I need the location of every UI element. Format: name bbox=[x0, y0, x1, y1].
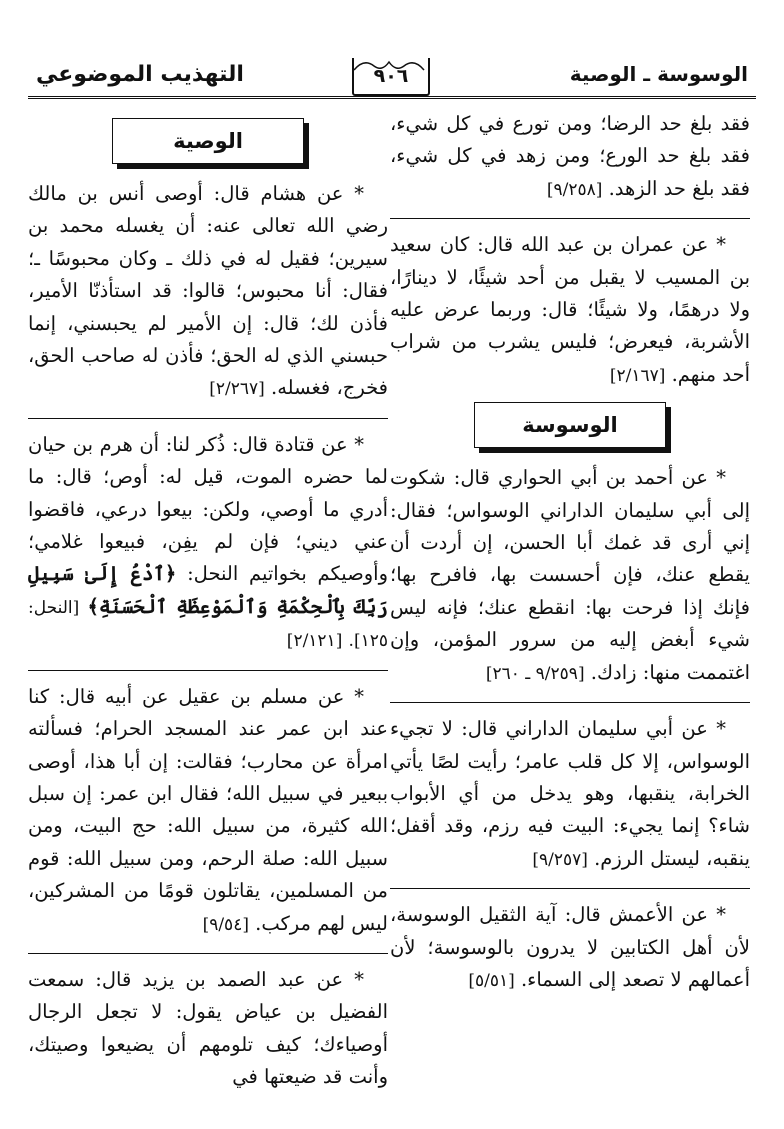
section-heading-waswasa: الوسوسة bbox=[474, 402, 666, 448]
paragraph: * عن هشام قال: أوصى أنس بن مالك رضي الله تعالى عنه: أن يغسله محمد بن سيرين؛ فقيل له في ذلك ـ وكان محبوسًا ـ؛ فقال: أنا محبوس؛ قالوا: قد استأذنّا الأمير، فأذن لك؛ قال: إن الأمير لم يحبسني، إنما حبسني الذي له الحق؛ فأذن له صاحب الحق، فخرج، فغسله. [٢/٢٦٧] bbox=[28, 182, 388, 400]
running-header-right: الوسوسة ـ الوصية bbox=[569, 62, 748, 86]
divider bbox=[28, 418, 388, 419]
left-column bbox=[28, 108, 388, 1094]
quran-reference: [النحل: ١٢٥]. bbox=[28, 597, 388, 652]
divider bbox=[390, 888, 750, 889]
paragraph: فقد بلغ حد الرضا؛ ومن تورع في كل شيء، فقد بلغ حد الورع؛ ومن زهد في كل شيء، فقد بلغ حد الزهد. [٩/٢٥٨] bbox=[390, 112, 750, 200]
page-number-frame bbox=[352, 58, 430, 96]
section-heading-wasiyya: الوصية bbox=[112, 118, 304, 164]
divider bbox=[390, 702, 750, 703]
header-rule bbox=[28, 96, 756, 99]
page-number: ٩٠٦ bbox=[373, 65, 409, 87]
paragraph: * عن عبد الصمد بن يزيد قال: سمعت الفضيل بن عياض يقول: لا تجعل الرجال أوصياءك؛ كيف تلومهم أن يضيعوا وصيتك، وأنت قد ضيعتها في bbox=[28, 967, 388, 1089]
paragraph: * عن عمران بن عبد الله قال: كان سعيد بن المسيب لا يقبل من أحد شيئًا، لا دينارًا، ولا درهمًا، ولا شيئًا؛ قال: وربما عرض عليه الأشربة، فيعرض؛ فليس يشرب من شراب أحد منهم. [٢/١٦٧] bbox=[390, 233, 750, 386]
divider bbox=[390, 218, 750, 219]
right-column bbox=[390, 108, 750, 997]
paragraph: * عن مسلم بن عقيل عن أبيه قال: كنا عند ابن عمر عند المسجد الحرام؛ فسألته امرأة عن محارب؛ فقالت: إن أبا هذا، أوصى ببعير في سبيل الله؛ فقال ابن عمر: إن سبل الله كثيرة، من سبيل الله: حج البيت، ومن سبيل الله: صلة الرحم، ومن سبيل الله: قوم من المسلمين، يقاتلون قومًا من المشركين، ليس لهم مركب. [٩/٥٤] bbox=[28, 684, 388, 935]
running-header-left: التهذيب الموضوعي bbox=[36, 62, 244, 87]
citation: [٩/٢٥٧] bbox=[532, 849, 588, 870]
paragraph: * عن قتادة قال: ذُكر لنا: أن هرم بن حيان لما حضره الموت، قيل له: أوص؛ قال: ما أدري ما أوصي، ولكن: بيعوا درعي، فاقضوا عني ديني؛ فإن لم يفِن، فبيعوا غلامي؛ وأوصيكم بخواتيم النحل: ﴿ٱدْعُ إِلَىٰ سَبِيلِ رَبِّكَ بِٱلْحِكْمَةِ وَٱلْمَوْعِظَةِ ٱلْحَسَنَةِ﴾ [النحل: ١٢٥]. [٢/١٢١] bbox=[28, 432, 388, 652]
divider bbox=[28, 953, 388, 954]
quran-verse: ﴿ٱدْعُ إِلَىٰ سَبِيلِ رَبِّكَ بِٱلْحِكْمَةِ وَٱلْمَوْعِظَةِ ٱلْحَسَنَةِ﴾ bbox=[28, 562, 388, 618]
section-heading-wrap bbox=[28, 118, 388, 164]
section-heading-wrap bbox=[390, 402, 750, 448]
citation: [٢/٢٦٧] bbox=[209, 379, 265, 400]
citation: [٥/٥١] bbox=[468, 970, 515, 991]
paragraph: * عن الأعمش قال: آية الثقيل الوسوسة، لأن أهل الكتابين لا يدرون بالوسوسة؛ لأن أعمالهم لا تصعد إلى السماء. [٥/٥١] bbox=[390, 903, 750, 991]
citation: [٩/٢٥٨] bbox=[546, 179, 603, 200]
citation: [٩/٢٥٩ ـ ٢٦٠] bbox=[485, 663, 585, 684]
divider bbox=[28, 670, 388, 671]
citation: [٢/١٦٧] bbox=[609, 365, 666, 386]
paragraph: * عن أبي سليمان الداراني قال: لا تجيء الوسواس، إلا كل قلب عامر؛ رأيت لصًا يأتي الخرابة، ينقبها، وهو يدخل من أي الأبواب شاء؟ إنما يجيء: البيت فيه رزم، وقد أقفل؛ ينقبه، ليستل الرزم. [٩/٢٥٧] bbox=[390, 717, 750, 870]
citation: [٢/١٢١] bbox=[286, 631, 343, 652]
paragraph: * عن أحمد بن أبي الحواري قال: شكوت إلى أبي سليمان الداراني الوسواس؛ فقال: إني أرى قد غمك أبا الحسن، إن أردت أن يقطع عنك، فإن أحسست بها، فافرح بها؛ فإنك إذا فرحت بها: انقطع عنك؛ فإنه ليس شيء أبغض إليه من سرور المؤمن، وإن اغتممت منها: زادك. [٩/٢٥٩ ـ ٢٦٠] bbox=[390, 466, 750, 684]
citation: [٩/٥٤] bbox=[202, 914, 249, 935]
